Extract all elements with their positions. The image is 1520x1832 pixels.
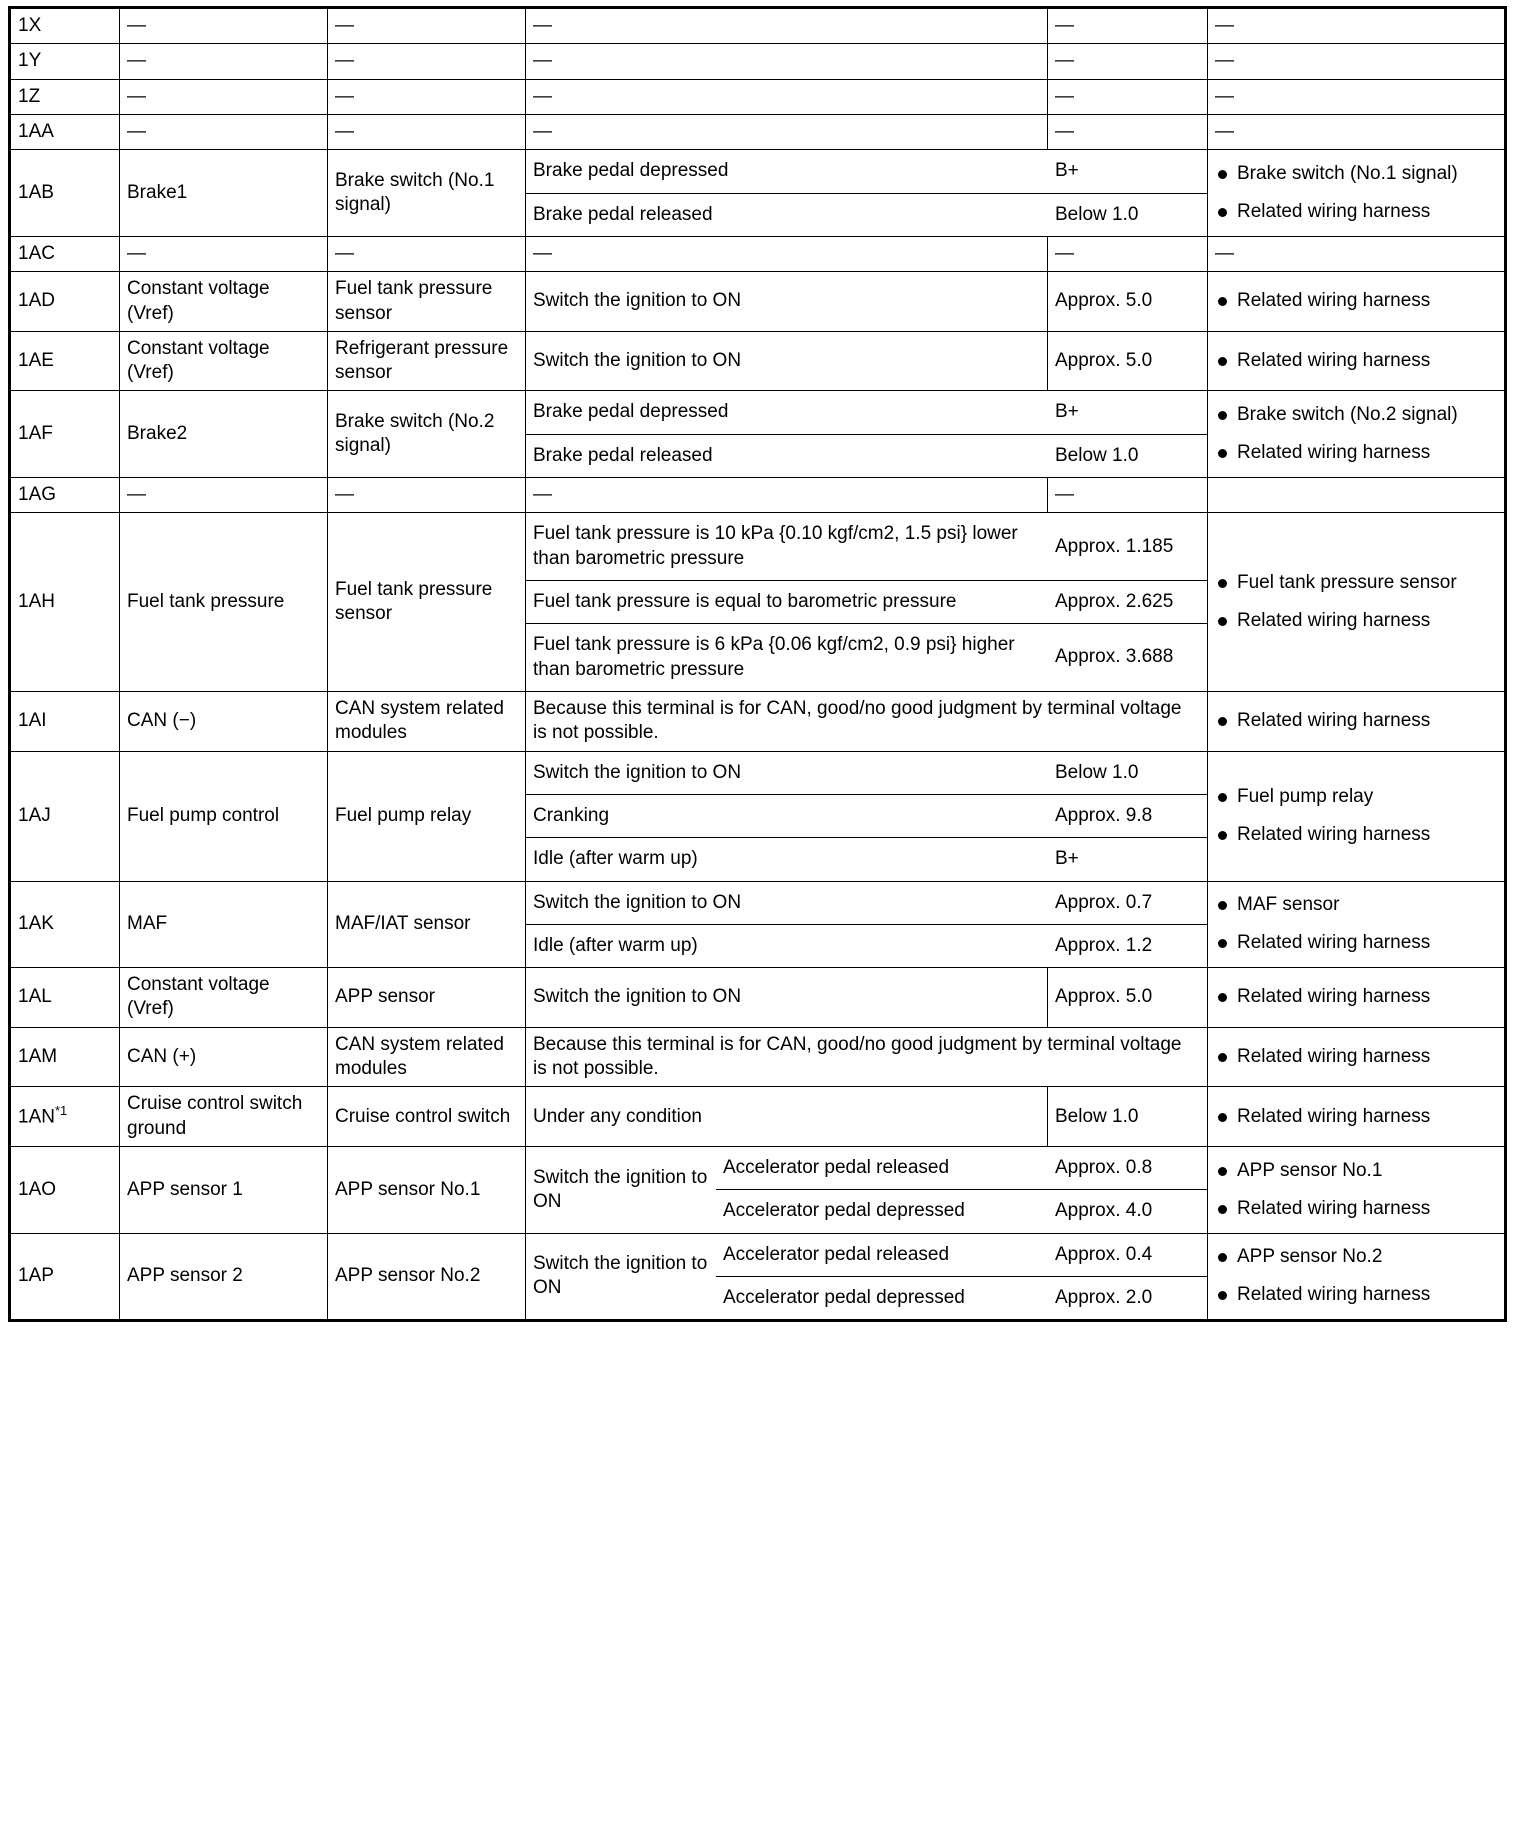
condition-voltage-group (526, 513, 1208, 692)
device-cell: — (328, 44, 526, 79)
voltage-cell: Approx. 0.4 (1055, 1243, 1153, 1265)
table-row (10, 513, 1506, 692)
sub-condition-cell: Accelerator pedal depressed (723, 1200, 965, 1222)
terminal-cell (10, 1087, 120, 1147)
device-cell: Brake switch (No.1 signal) (328, 150, 526, 237)
terminal-cell: 1AL (10, 968, 120, 1028)
device-cell: — (328, 8, 526, 44)
voltage-cell: — (1048, 44, 1208, 79)
voltage-cell: Below 1.0 (1055, 761, 1139, 783)
condition-cell: Switch the ignition to ON (533, 891, 742, 913)
inspection-item: Fuel tank pressure sensor (1215, 571, 1497, 595)
sub-condition-cell: Accelerator pedal released (723, 1243, 950, 1265)
condition-cell: — (526, 79, 1048, 114)
group-condition-cell: Switch the ignition to ON (533, 1253, 708, 1299)
condition-cell: Under any condition (526, 1087, 1048, 1147)
inspection-item: Brake switch (No.1 signal) (1215, 162, 1497, 186)
signal-cell: — (120, 478, 328, 513)
voltage-cell: Approx. 4.0 (1055, 1200, 1153, 1222)
sub-condition-cell: Accelerator pedal released (723, 1157, 950, 1178)
table-row (10, 691, 1506, 751)
terminal-voltage-table (8, 6, 1507, 1322)
condition-cell: Fuel tank pressure is 6 kPa {0.06 kgf/cm2, 0.9 psi} higher than barometric pressure (533, 634, 1015, 680)
voltage-cell: Approx. 9.8 (1055, 804, 1153, 826)
device-cell: APP sensor (328, 968, 526, 1028)
inspection-item: Brake switch (No.2 signal) (1215, 403, 1497, 427)
voltage-cell: Below 1.0 (1048, 1087, 1208, 1147)
inspection-cell (1208, 150, 1506, 237)
inspection-item: Related wiring harness (1215, 289, 1497, 313)
inspection-item: APP sensor No.1 (1215, 1159, 1497, 1183)
table-row (10, 236, 1506, 271)
voltage-cell: Below 1.0 (1055, 444, 1139, 466)
table-row (10, 1233, 1506, 1321)
voltage-cell: B+ (1055, 160, 1079, 182)
inspection-item: Related wiring harness (1215, 985, 1497, 1009)
inspection-cell (1208, 331, 1506, 391)
inspection-cell (1208, 478, 1506, 513)
signal-cell: — (120, 44, 328, 79)
device-cell: — (328, 79, 526, 114)
device-cell: APP sensor No.1 (328, 1147, 526, 1234)
terminal-cell: 1AC (10, 236, 120, 271)
condition-cell: Idle (after warm up) (533, 848, 698, 870)
voltage-cell: Approx. 0.8 (1055, 1157, 1153, 1178)
table-row (10, 150, 1506, 237)
inspection-item: Related wiring harness (1215, 931, 1497, 955)
signal-cell: MAF (120, 881, 328, 968)
inspection-item: Related wiring harness (1215, 823, 1497, 847)
inspection-cell (1208, 968, 1506, 1028)
voltage-cell: — (1048, 478, 1208, 513)
signal-cell: CAN (−) (120, 691, 328, 751)
device-cell: Fuel tank pressure sensor (328, 513, 526, 692)
terminal-cell: 1AJ (10, 751, 120, 881)
condition-cell: Cranking (533, 804, 610, 826)
inspection-cell: — (1208, 114, 1506, 149)
inspection-item: Related wiring harness (1215, 609, 1497, 633)
device-cell: — (328, 478, 526, 513)
inspection-cell (1208, 1087, 1506, 1147)
voltage-cell: Approx. 2.625 (1055, 591, 1174, 612)
voltage-cell: — (1048, 8, 1208, 44)
inspection-cell (1208, 391, 1506, 478)
signal-cell: Constant voltage (Vref) (120, 272, 328, 332)
inspection-cell (1208, 1233, 1506, 1321)
inspection-item: Related wiring harness (1215, 441, 1497, 465)
signal-cell: Brake1 (120, 150, 328, 237)
terminal-cell: 1AM (10, 1027, 120, 1087)
terminal-cell: 1AF (10, 391, 120, 478)
terminal-cell: 1Z (10, 79, 120, 114)
voltage-cell: — (1048, 114, 1208, 149)
signal-cell: — (120, 8, 328, 44)
inspection-item: Related wiring harness (1215, 709, 1497, 733)
terminal-cell: 1AO (10, 1147, 120, 1234)
condition-cell: Switch the ignition to ON (526, 331, 1048, 391)
condition-cell: Idle (after warm up) (533, 934, 698, 956)
terminal-cell: 1AD (10, 272, 120, 332)
table-row (10, 272, 1506, 332)
voltage-cell: B+ (1055, 401, 1079, 423)
voltage-cell: Below 1.0 (1055, 203, 1139, 225)
condition-voltage-group (526, 1147, 1208, 1234)
inspection-cell (1208, 513, 1506, 692)
condition-cell: — (526, 236, 1048, 271)
device-cell: MAF/IAT sensor (328, 881, 526, 968)
inspection-cell (1208, 751, 1506, 881)
terminal-cell: 1Y (10, 44, 120, 79)
voltage-cell: Approx. 5.0 (1048, 331, 1208, 391)
signal-cell: Fuel tank pressure (120, 513, 328, 692)
condition-cell: Fuel tank pressure is 10 kPa {0.10 kgf/cm2, 1.5 psi} lower than barometric pressure (533, 523, 1018, 569)
table-row (10, 1087, 1506, 1147)
signal-cell: — (120, 114, 328, 149)
signal-cell: — (120, 79, 328, 114)
voltage-cell: Approx. 1.185 (1055, 535, 1174, 557)
signal-cell: Constant voltage (Vref) (120, 331, 328, 391)
inspection-cell (1208, 691, 1506, 751)
table-row (10, 881, 1506, 968)
table-row (10, 751, 1506, 881)
table-row (10, 1027, 1506, 1087)
signal-cell: Constant voltage (Vref) (120, 968, 328, 1028)
inspection-cell (1208, 1027, 1506, 1087)
voltage-cell: B+ (1055, 848, 1079, 870)
condition-voltage-group (526, 150, 1208, 237)
table-row (10, 79, 1506, 114)
voltage-cell: Approx. 3.688 (1055, 646, 1174, 668)
signal-cell: CAN (+) (120, 1027, 328, 1087)
condition-note-cell: Because this terminal is for CAN, good/no good judgment by terminal voltage is not possible. (526, 691, 1208, 751)
condition-voltage-group (526, 881, 1208, 968)
table-row (10, 8, 1506, 44)
voltage-cell: Approx. 2.0 (1055, 1286, 1153, 1308)
inspection-cell: — (1208, 79, 1506, 114)
inspection-item: Related wiring harness (1215, 1197, 1497, 1221)
condition-note-cell: Because this terminal is for CAN, good/no good judgment by terminal voltage is not possible. (526, 1027, 1208, 1087)
table-row (10, 968, 1506, 1028)
inspection-cell (1208, 1147, 1506, 1234)
voltage-cell: Approx. 0.7 (1055, 891, 1153, 913)
inspection-item: Fuel pump relay (1215, 785, 1497, 809)
condition-cell: — (526, 114, 1048, 149)
signal-cell: APP sensor 1 (120, 1147, 328, 1234)
terminal-footnote-marker: *1 (54, 1103, 68, 1119)
device-cell: CAN system related modules (328, 1027, 526, 1087)
inspection-item: Related wiring harness (1215, 349, 1497, 373)
terminal-cell: 1AA (10, 114, 120, 149)
condition-cell: Brake pedal released (533, 203, 713, 225)
condition-cell: — (526, 8, 1048, 44)
voltage-cell: — (1048, 79, 1208, 114)
signal-cell: Cruise control switch ground (120, 1087, 328, 1147)
condition-cell: Switch the ignition to ON (533, 761, 742, 783)
device-cell: Brake switch (No.2 signal) (328, 391, 526, 478)
signal-cell: — (120, 236, 328, 271)
signal-cell: APP sensor 2 (120, 1233, 328, 1321)
device-cell: Fuel pump relay (328, 751, 526, 881)
inspection-item: APP sensor No.2 (1215, 1245, 1497, 1269)
terminal-cell: 1X (10, 8, 120, 44)
condition-cell: — (526, 478, 1048, 513)
condition-cell: Brake pedal released (533, 444, 713, 466)
device-cell: — (328, 114, 526, 149)
terminal-cell: 1AB (10, 150, 120, 237)
group-condition-cell: Switch the ignition to ON (533, 1166, 708, 1212)
inspection-cell: — (1208, 236, 1506, 271)
device-cell: Refrigerant pressure sensor (328, 331, 526, 391)
inspection-item: Related wiring harness (1215, 200, 1497, 224)
terminal-cell: 1AH (10, 513, 120, 692)
device-cell: Fuel tank pressure sensor (328, 272, 526, 332)
device-cell: APP sensor No.2 (328, 1233, 526, 1321)
terminal-label: 1AN (18, 1106, 55, 1128)
condition-voltage-group (526, 751, 1208, 881)
voltage-cell: Approx. 1.2 (1055, 934, 1153, 956)
condition-voltage-group (526, 1233, 1208, 1321)
device-cell: CAN system related modules (328, 691, 526, 751)
condition-cell: Switch the ignition to ON (526, 272, 1048, 332)
condition-cell: Switch the ignition to ON (526, 968, 1048, 1028)
device-cell: Cruise control switch (328, 1087, 526, 1147)
voltage-cell: — (1048, 236, 1208, 271)
table-row (10, 391, 1506, 478)
terminal-cell: 1AE (10, 331, 120, 391)
table-row (10, 44, 1506, 79)
condition-cell: Fuel tank pressure is equal to barometric pressure (533, 591, 957, 612)
inspection-cell (1208, 881, 1506, 968)
condition-voltage-group (526, 391, 1208, 478)
table-row (10, 331, 1506, 391)
terminal-cell: 1AI (10, 691, 120, 751)
table-row (10, 1147, 1506, 1234)
condition-cell: — (526, 44, 1048, 79)
terminal-cell: 1AK (10, 881, 120, 968)
terminal-cell: 1AP (10, 1233, 120, 1321)
inspection-item: Related wiring harness (1215, 1045, 1497, 1069)
inspection-item: Related wiring harness (1215, 1105, 1497, 1129)
condition-cell: Brake pedal depressed (533, 160, 729, 182)
signal-cell: Brake2 (120, 391, 328, 478)
table-row (10, 114, 1506, 149)
inspection-cell (1208, 272, 1506, 332)
terminal-cell: 1AG (10, 478, 120, 513)
table-row (10, 478, 1506, 513)
signal-cell: Fuel pump control (120, 751, 328, 881)
voltage-cell: Approx. 5.0 (1048, 272, 1208, 332)
sub-condition-cell: Accelerator pedal depressed (723, 1286, 965, 1308)
device-cell: — (328, 236, 526, 271)
inspection-cell: — (1208, 44, 1506, 79)
inspection-item: MAF sensor (1215, 893, 1497, 917)
voltage-cell: Approx. 5.0 (1048, 968, 1208, 1028)
inspection-cell: — (1208, 8, 1506, 44)
inspection-item: Related wiring harness (1215, 1283, 1497, 1307)
condition-cell: Brake pedal depressed (533, 401, 729, 423)
